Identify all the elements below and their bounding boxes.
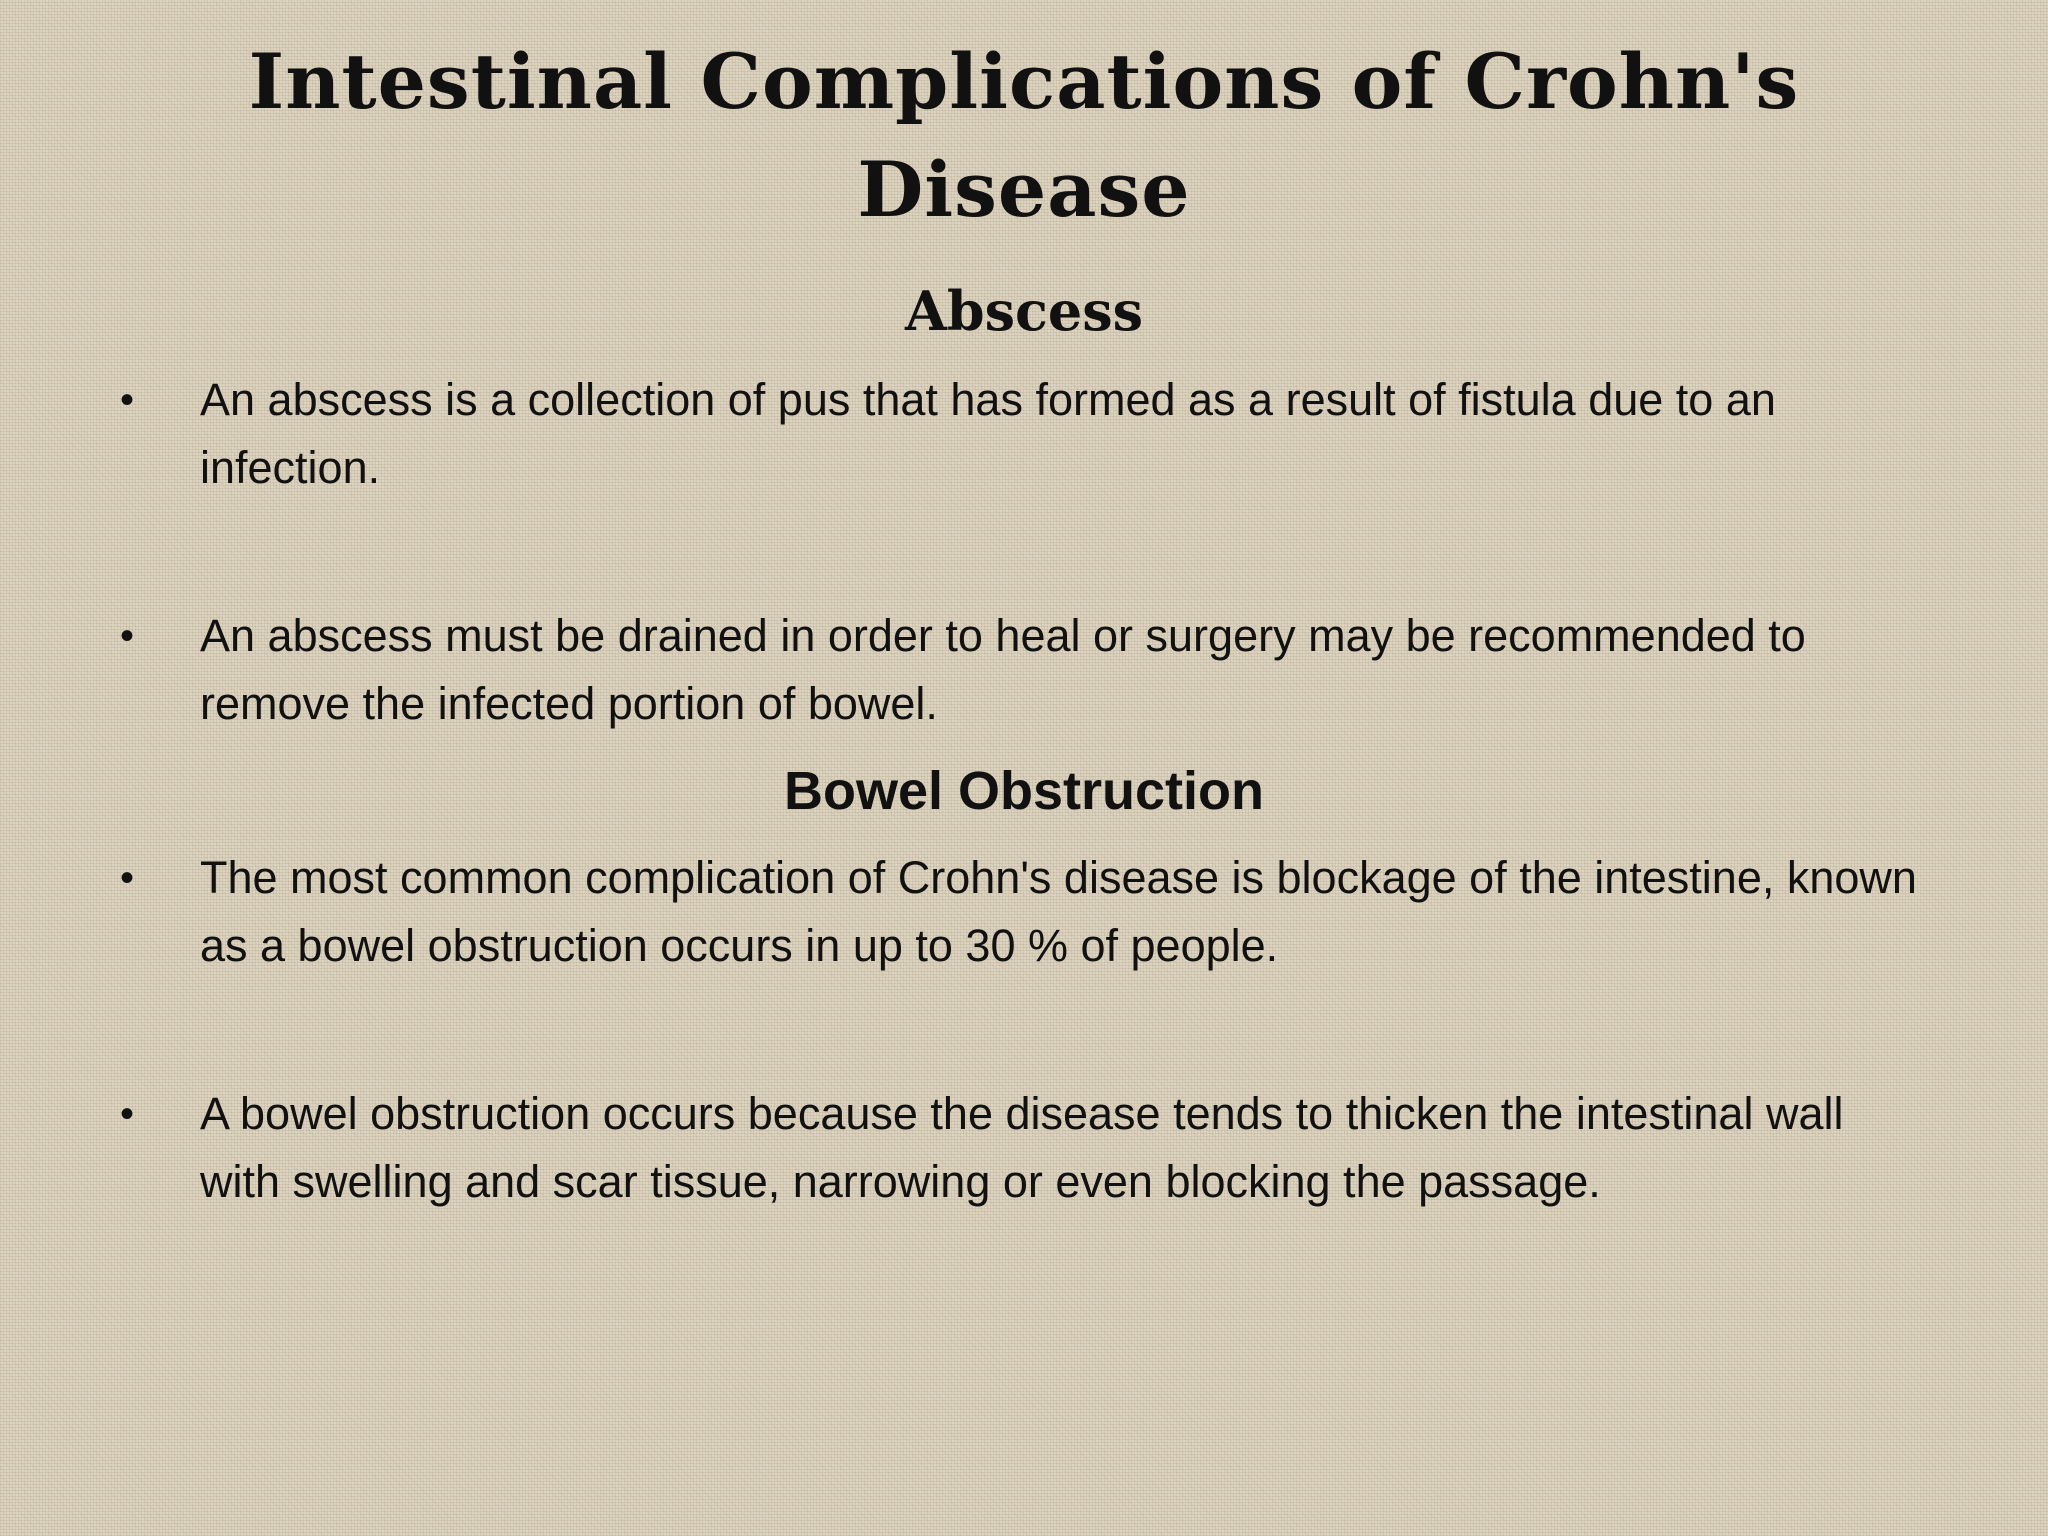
section-heading-abscess: Abscess [904,279,1144,343]
bullet-text: An abscess is a collection of pus that has formed as a result of fistula due to an infection. [200,374,1776,493]
bullet-glyph: • [120,378,135,422]
slide-title: Intestinal Complications of Crohn's Disease [248,37,1800,234]
bullet-item [120,1080,1920,1216]
bullet-text: An abscess must be drained in order to heal or surgery may be recommended to remove the infected portion of bowel. [200,610,1806,729]
bullet-item [120,602,1920,738]
bullet-glyph: • [120,856,135,900]
bullet-item [120,844,1920,980]
bullet-text: The most common complication of Crohn's disease is blockage of the intestine, known as a bowel obstruction occurs in up to 30 % of people. [200,852,1917,971]
bullet-glyph: • [120,614,135,658]
bullet-item [120,366,1920,502]
bullet-text: A bowel obstruction occurs because the disease tends to thicken the intestinal wall with swelling and scar tissue, narrowing or even blocking the passage. [200,1088,1844,1207]
bullet-glyph: • [120,1092,135,1136]
section-heading-bowel-obstruction: Bowel Obstruction [783,761,1264,821]
